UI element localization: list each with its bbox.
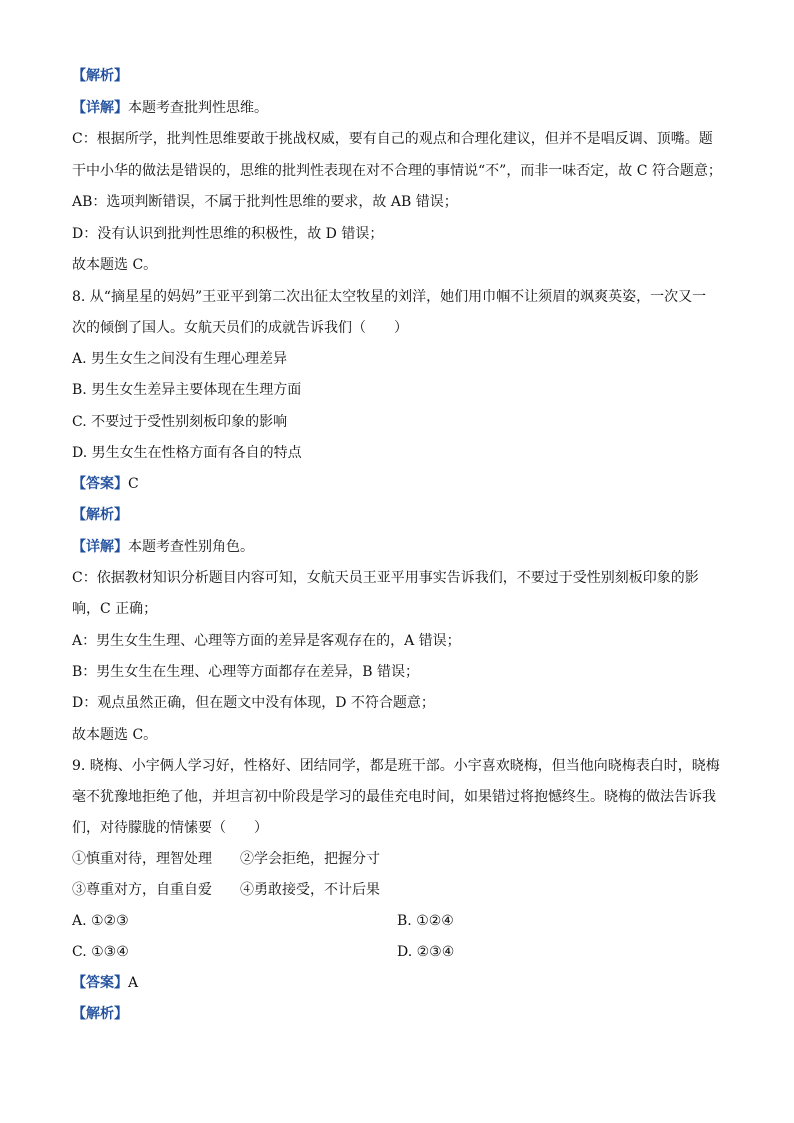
detail-label: 【详解】 [72,539,128,555]
option-b: B. 男生女生差异主要体现在生理方面 [72,382,302,398]
explanation-line: AB：选项判断错误，不属于批判性思维的要求，故 AB 错误； [72,194,458,210]
answer-line [72,474,139,494]
answer-value: A [128,975,139,991]
answer-label: 【答案】 [72,975,128,991]
explanation-line: 响，C 正确； [72,601,158,617]
conclusion-line: 故本题选 C。 [72,727,158,743]
option-d: D. 男生女生在性格方面有各自的特点 [72,445,302,461]
explanation-line: D：观点虽然正确，但在题文中没有体现，D 不符合题意； [72,695,435,711]
answer-line [72,973,138,993]
analysis-label: 【解析】 [72,1006,128,1022]
option-d: D. ②③④ [397,944,455,960]
option-b: B. ①②④ [397,913,454,929]
option-c: C. 不要过于受性别刻板印象的影响 [72,414,288,430]
detail-line [72,537,254,557]
detail-label: 【详解】 [72,100,128,116]
detail-text: 本题考查性别角色。 [128,539,254,555]
option-a: A. ①②③ [72,913,129,929]
explanation-line: B：男生女生在生理、心理等方面都存在差异，B 错误； [72,664,420,680]
explanation-line: C：依据教材知识分析题目内容可知，女航天员王亚平用事实告诉我们，不要过于受性别刻板印象的影 [72,570,699,586]
conclusion-line: 故本题选 C。 [72,257,158,273]
question-stem: 9. 晓梅、小宇俩人学习好，性格好、团结同学，都是班干部。小宇喜欢晓梅，但当他向晓梅表白时，晓梅 [72,758,720,774]
option-a: A. 男生女生之间没有生理心理差异 [72,351,288,367]
explanation-line: C：根据所学，批判性思维要敢于挑战权威，要有自己的观点和合理化建议，但并不是唱反调、顶嘴。题 [72,131,713,147]
analysis-label: 【解析】 [72,68,128,84]
statement-items: ③尊重对方，自重自爱 ④勇敢接受，不计后果 [72,882,380,898]
explanation-line: 干中小华的做法是错误的，思维的批判性表现在对不合理的事情说“不”，而非一味否定，故 C 符合题意； [72,163,722,179]
detail-line [72,98,268,118]
analysis-label: 【解析】 [72,507,128,523]
explanation-line: A：男生女生生理、心理等方面的差异是客观存在的，A 错误； [72,633,461,649]
option-c: C. ①③④ [72,944,129,960]
question-stem: 8. 从“摘星星的妈妈”王亚平到第二次出征太空牧星的刘洋，她们用巾帼不让须眉的飒爽英姿，一次又一 [72,289,707,305]
answer-label: 【答案】 [72,476,128,492]
explanation-line: D：没有认识到批判性思维的积极性，故 D 错误； [72,226,384,242]
question-stem: 们，对待朦胧的情愫要（ ） [72,820,268,836]
question-stem: 次的倾倒了国人。女航天员们的成就告诉我们（ ） [72,320,408,336]
statement-items: ①慎重对待，理智处理 ②学会拒绝，把握分寸 [72,851,380,867]
detail-text: 本题考查批判性思维。 [128,100,268,116]
answer-value: C [128,476,139,492]
question-stem: 毫不犹豫地拒绝了他，并坦言初中阶段是学习的最佳充电时间，如果错过将抱憾终生。晓梅的做法告诉我 [72,789,716,805]
